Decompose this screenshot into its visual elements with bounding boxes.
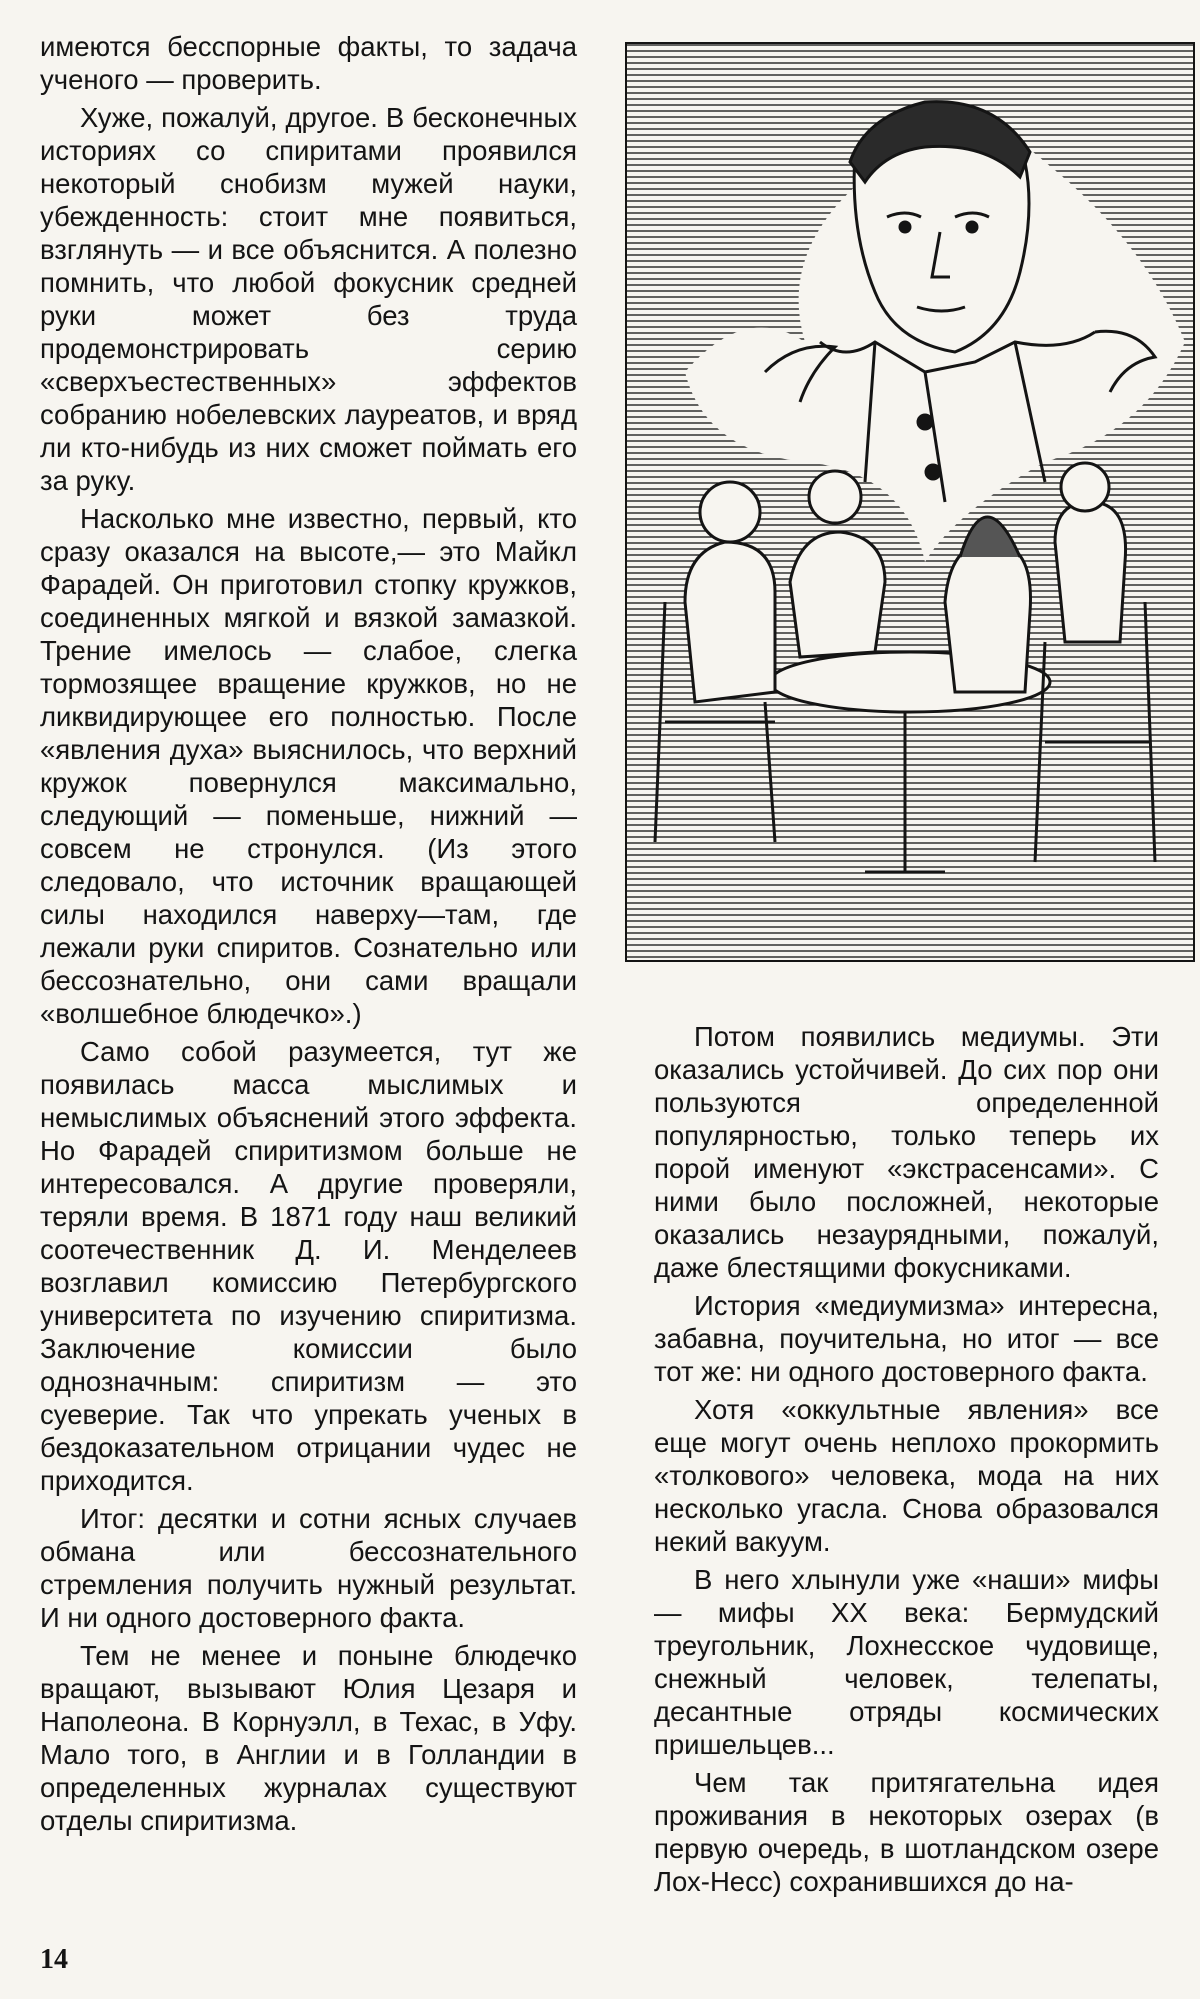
paragraph: Тем не менее и поныне блюдечко вращают, вызывают Юлия Цезаря и Наполеона. В Корнуэлл, в Техас, в Уфу. Мало того, в Англии и в Голландии в определенных журналах существуют отделы спиритизма. — [40, 1640, 577, 1836]
paragraph: Насколько мне известно, первый, кто сразу оказался на высоте,— это Майкл Фарадей. Он приготовил стопку кружков, соединенных мягкой и вязкой замазкой. Трение имелось — слабое, слегка тормозящее вращение кружков, но не ликвидирующее его полностью. После «явления духа» выяснилось, что верхний кружок повернулся максимально, следующий — поменьше, нижний — совсем не стронулся. (Из этого следовало, что источник вращающей силы находился наверху—там, где лежали руки спиритов. Сознательно или бессознательно, они сами вращали «волшебное блюдечко».) — [40, 503, 577, 1029]
paragraph: Само собой разумеется, тут же появилась масса мыслимых и немыслимых объяснений этого эффекта. Но Фарадей спиритизмом больше не интересовался. А другие проверяли, теряли время. В 1871 году наш великий соотечественник Д. И. Менделеев возглавил комиссию Петербургского университета по изучению спиритизма. Заключение комиссии было однозначным: спиритизм — это суеверие. Так что упрекать ученых в бездоказательном отрицании чудес не приходится. — [40, 1036, 577, 1496]
seance-illustration — [625, 42, 1195, 962]
page-number: 14 — [40, 1944, 68, 1975]
right-column — [654, 1020, 1159, 1898]
paragraph: История «медиумизма» интересна, забавна, поучительна, но итог — все тот же: ни одного достоверного факта. — [654, 1290, 1159, 1387]
paragraph: Хотя «оккультные явления» все еще могут очень неплохо прокормить «толкового» человека, мода на них несколько угасла. Снова образовался некий вакуум. — [654, 1394, 1159, 1557]
paragraph: Хуже, пожалуй, другое. В бесконечных историях со спиритами проявился некоторый снобизм мужей науки, убежденность: стоит мне появиться, взглянуть — и все объяснится. А полезно помнить, что любой фокусник средней руки может без труда продемонстрировать серию «сверхъестественных» эффектов собранию нобелевских лауреатов, и вряд ли кто-нибудь из них сможет поймать его за руку. — [40, 102, 577, 496]
paragraph: имеются бесспорные факты, то задача ученого — проверить. — [40, 31, 577, 95]
seance-napoleon-illustration-icon — [625, 42, 1195, 962]
paragraph: В него хлынули уже «наши» мифы — мифы XX века: Бермудский треугольник, Лохнесское чудовище, снежный человек, телепаты, десантные отряды космических пришельцев... — [654, 1564, 1159, 1760]
paragraph: Итог: десятки и сотни ясных случаев обмана или бессознательного стремления получить нужный результат. И ни одного достоверного факта. — [40, 1503, 577, 1633]
paragraph: Потом появились медиумы. Эти оказались устойчивей. До сих пор они пользуются определенной популярностью, только теперь их порой именуют «экстрасенсами». С ними было посложней, некоторые оказались незаурядными, пожалуй, даже блестящими фокусниками. — [654, 1021, 1159, 1283]
left-column — [40, 30, 577, 1837]
paragraph: Чем так притягательна идея проживания в некоторых озерах (в первую очередь, в шотландском озере Лох-Несс) сохранившихся до на- — [654, 1767, 1159, 1897]
